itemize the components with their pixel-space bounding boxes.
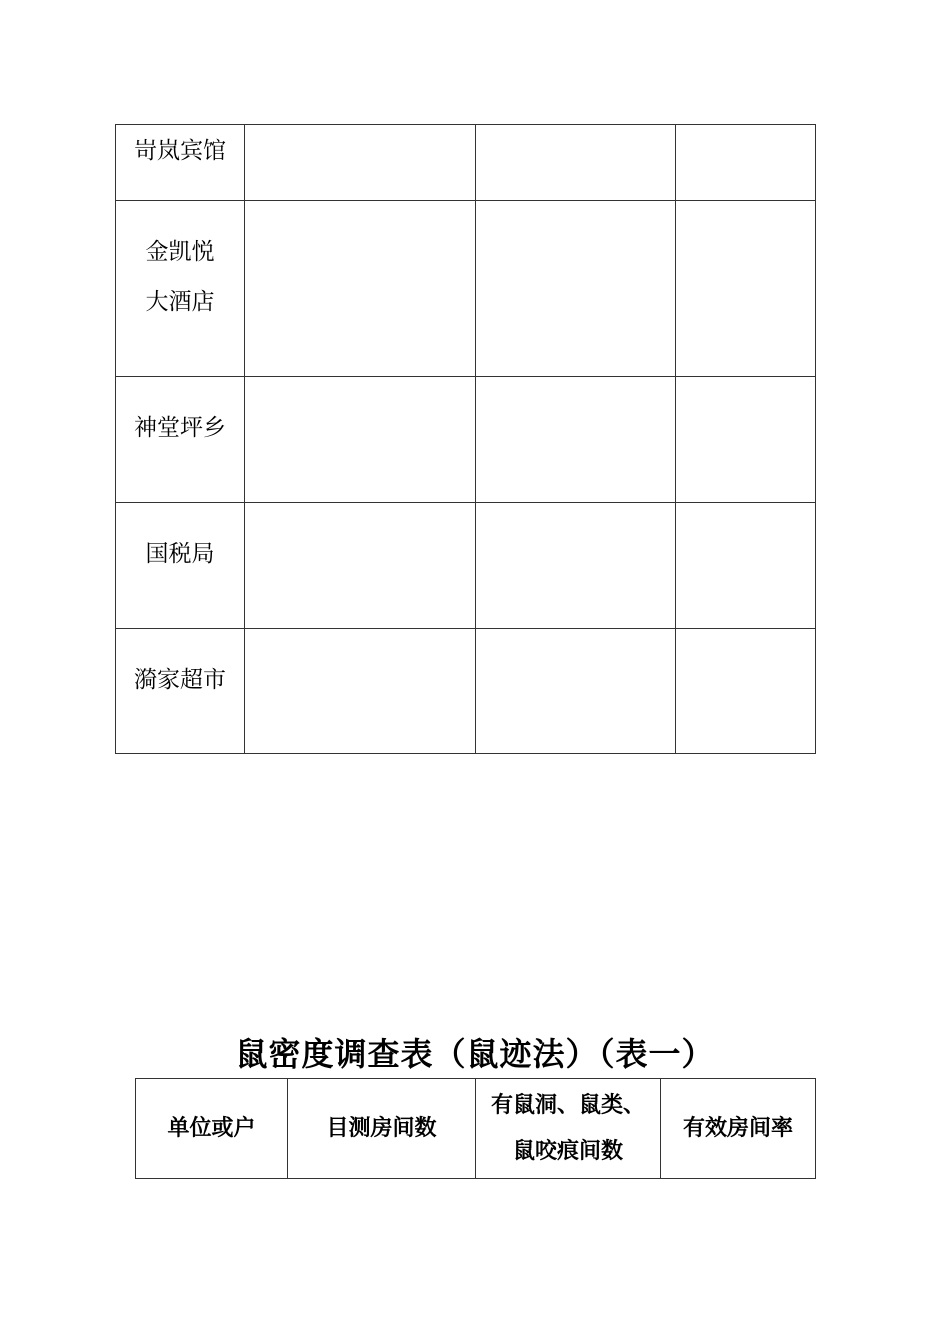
unit-name: 国税局 [145,541,215,567]
rodent-trace-count-cell [476,629,676,754]
unit-name-cell [116,201,245,377]
table-row [116,201,816,377]
unit-name-cell [116,377,245,503]
rodent-trace-count-cell [476,125,676,201]
column-header-rooms-inspected: 目测房间数 [288,1079,476,1179]
unit-name-cell [116,503,245,629]
room-count-cell [245,125,476,201]
table-row [116,629,816,754]
effective-rate-cell [676,201,816,377]
rodent-trace-count-cell [476,201,676,377]
room-count-cell [245,201,476,377]
room-count-cell [245,377,476,503]
effective-rate-cell [676,629,816,754]
effective-rate-cell [676,377,816,503]
header-row [136,1079,816,1179]
table-row [116,125,816,201]
unit-name: 神堂坪乡 [134,415,226,441]
rodent-trace-count-cell [476,503,676,629]
unit-name-cell [116,629,245,754]
unit-name-line-2: 大酒店 [145,289,215,315]
unit-name: 岢岚宾馆 [134,138,226,164]
column-header-rooms-with-traces: 有鼠洞、鼠类、 鼠咬痕间数 [476,1079,661,1179]
unit-name: 漪家超市 [134,667,226,693]
table-row [116,503,816,629]
room-count-cell [245,629,476,754]
survey-header-table [135,1078,816,1179]
unit-name-line-1: 金凯悦 [145,239,215,265]
survey-table-title: 鼠密度调查表（鼠迹法）（表一） [235,1035,715,1073]
effective-rate-cell [676,125,816,201]
rodent-trace-count-cell [476,377,676,503]
room-count-cell [245,503,476,629]
records-table [115,124,816,754]
unit-name-cell [116,125,245,201]
column-header-unit: 单位或户 [136,1079,288,1179]
table-row [116,377,816,503]
column-header-effective-rate: 有效房间率 [661,1079,816,1179]
effective-rate-cell [676,503,816,629]
